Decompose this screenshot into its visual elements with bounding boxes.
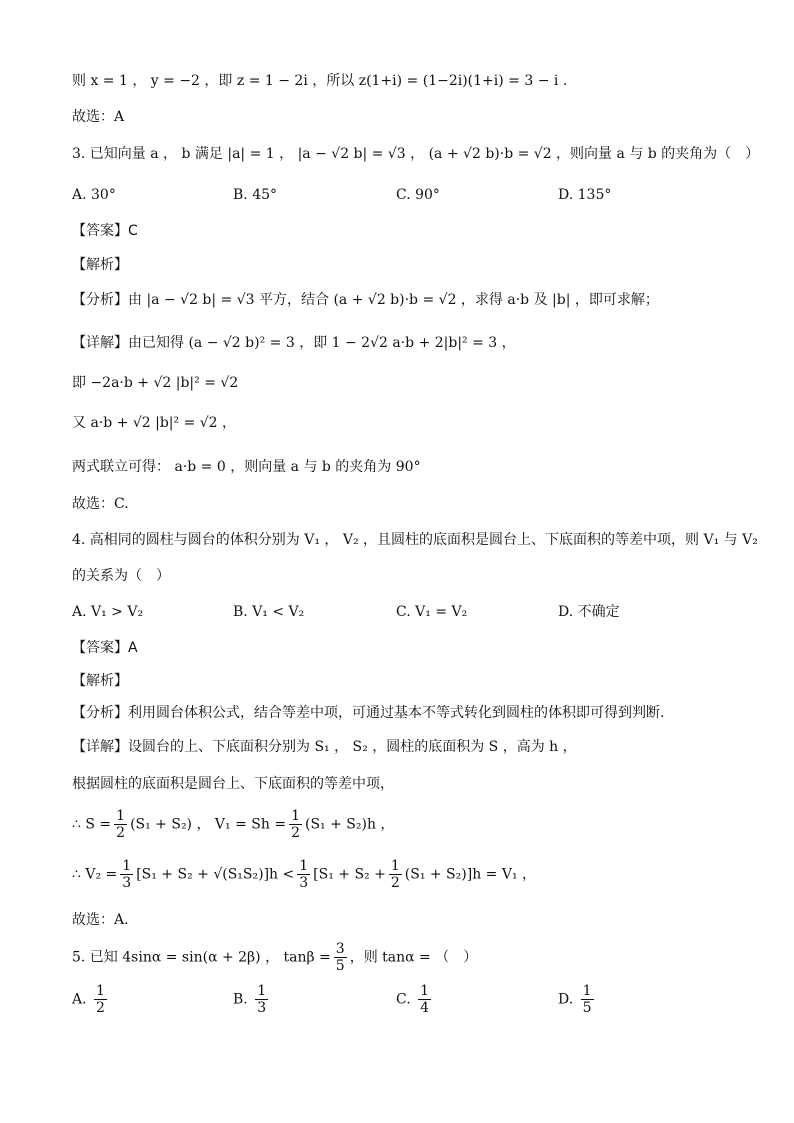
q3-option-d: D. 135° (558, 187, 612, 203)
fraction: $\frac{1}{2}$ (116, 808, 126, 841)
fraction: $\frac{1}{3}$ (122, 858, 132, 891)
fraction: $\frac{1}{3}$ (299, 858, 309, 891)
q5-option-d: D. $\frac{1}{5}$ (558, 983, 592, 1016)
fraction: $\frac{1}{3}$ (257, 983, 267, 1016)
fraction: $\frac{1}{5}$ (582, 983, 592, 1016)
q3-analysis: 【分析】由 |a − √2 b| = √3 平方，结合 (a + √2 b)·b = √2 ，求得 a·b 及 |b| ，即可求解； (72, 292, 659, 308)
q5-option-b: B. $\frac{1}{3}$ (233, 983, 267, 1016)
q4-analysis: 【分析】利用圆台体积公式，结合等差中项，可通过基本不等式转化到圆柱的体积即可得到判断. (72, 705, 665, 721)
q3-step-2: 又 a·b + √2 |b|² = √2 ， (72, 415, 237, 431)
q3-analysis-label: 【解析】 (72, 257, 128, 273)
q3-option-a: A. 30° (72, 187, 116, 203)
q4-option-b: B. V₁ < V₂ (233, 604, 305, 620)
solution-line: 则 x = 1 ， y = −2 ，即 z = 1 − 2i ，所以 z(1+i) = (1−2i)(1+i) = 3 − i . (72, 73, 568, 89)
q4-equation-1: ∴ S = $\frac{1}{2}$ (S₁ + S₂) ， V₁ = Sh = $\frac{1}{2}$ (S₁ + S₂)h ， (72, 808, 395, 841)
fraction: $\frac{3}{5}$ (335, 941, 345, 974)
question-4-stem-cont: 的关系为（ ） (72, 568, 170, 584)
q4-option-c: C. V₁ = V₂ (396, 604, 468, 620)
question-3-stem: 3. 已知向量 a ， b 满足 |a| = 1 ， |a − √2 b| = √3 ， (a + √2 b)·b = √2 ，则向量 a 与 b 的夹角为（ ） (72, 146, 760, 162)
fraction: $\frac{1}{2}$ (390, 858, 400, 891)
q3-option-c: C. 90° (396, 187, 440, 203)
q4-equation-2: ∴ V₂ = $\frac{1}{3}$ [S₁ + S₂ + √(S₁S₂)]h < $\frac{1}{3}$ [S₁ + S₂ + $\frac{1}{2}$ (S₁ + S₂)]h = V₁ ， (72, 858, 537, 891)
q5-option-c: C. $\frac{1}{4}$ (396, 983, 430, 1016)
q4-detail: 【详解】设圆台的上、下底面积分别为 S₁ ， S₂ ，圆柱的底面积为 S ，高为 h ， (72, 739, 577, 755)
q3-detail: 【详解】由已知得 (a − √2 b)² = 3 ，即 1 − 2√2 a·b + 2|b|² = 3 ， (72, 335, 516, 351)
q3-option-b: B. 45° (233, 187, 278, 203)
q4-option-d: D. 不确定 (558, 604, 620, 620)
question-5-stem: 5. 已知 4sinα = sin(α + 2β) ， tanβ = $\frac{3}{5}$ ，则 tanα = （ ） (72, 941, 478, 974)
fraction: $\frac{1}{2}$ (96, 983, 105, 1016)
q3-step-1: 即 −2a·b + √2 |b|² = √2 (72, 375, 239, 391)
question-4-stem: 4. 高相同的圆柱与圆台的体积分别为 V₁ ， V₂ ，且圆柱的底面积是圆台上、下底面积的等差中项，则 V₁ 与 V₂ (72, 532, 758, 548)
q4-step-1: 根据圆柱的底面积是圆台上、下底面积的等差中项， (72, 776, 394, 792)
q3-conclusion: 故选：C. (72, 496, 129, 512)
answer-choice-line: 故选：A (72, 109, 125, 125)
q4-answer: 【答案】A (72, 640, 138, 656)
q4-option-a: A. V₁ > V₂ (72, 604, 144, 620)
fraction: $\frac{1}{2}$ (291, 808, 300, 841)
q4-analysis-label: 【解析】 (72, 673, 128, 689)
q3-step-3: 两式联立可得： a·b = 0 ，则向量 a 与 b 的夹角为 90° (72, 459, 421, 475)
q3-answer: 【答案】C (72, 223, 138, 239)
q4-conclusion: 故选：A. (72, 912, 129, 928)
fraction: $\frac{1}{4}$ (420, 983, 430, 1016)
q5-option-a: A. $\frac{1}{2}$ (72, 983, 105, 1016)
